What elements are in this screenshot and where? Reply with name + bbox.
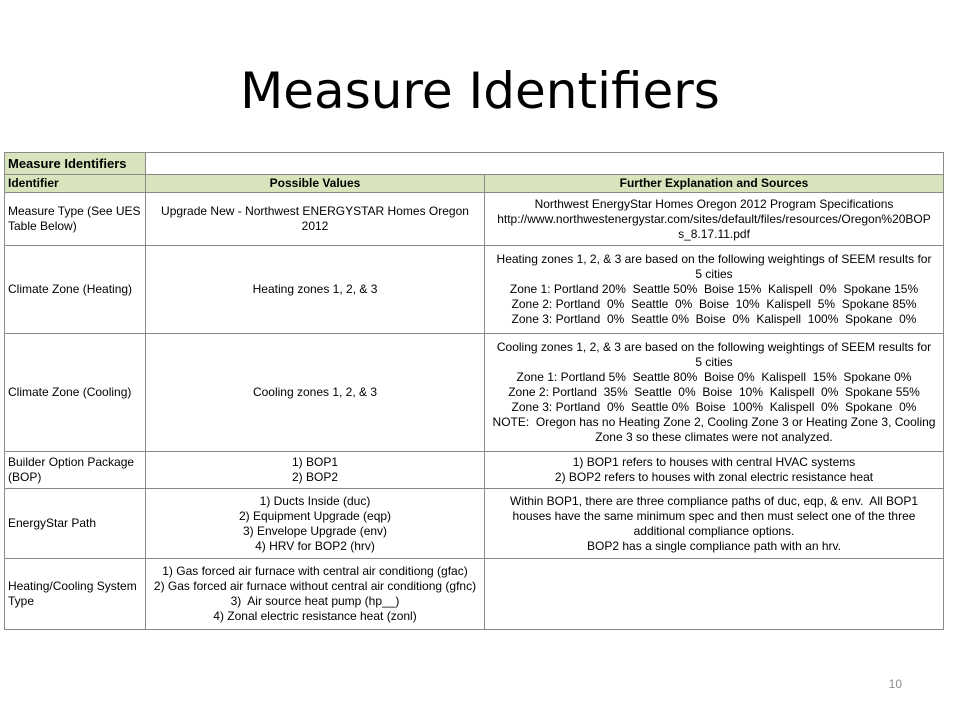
table-row xyxy=(5,489,944,559)
cell-explanation: Cooling zones 1, 2, & 3 are based on the following weightings of SEEM results for 5 cities Zone 1: Portland 5% Seattle 80% Boise 0% Kalispell 15% Spokane 0% Zone 2: Portland 35% Seattle 0% Boise 10% Kalispell 0% Spokane 55% Zone 3: Portland 0% Seattle 0% Boise 100% Kalispell 0% Spokane 0% NOTE: Oregon has no Heating Zone 2, Cooling Zone 3 or Heating Zone 3, Cooling Zone 3 so these climates were not analyzed. xyxy=(485,334,944,452)
cell-identifier: Builder Option Package (BOP) xyxy=(5,452,146,489)
cell-explanation xyxy=(485,559,944,630)
cell-possible-values: 1) BOP1 2) BOP2 xyxy=(146,452,485,489)
table-row xyxy=(5,246,944,334)
page-number: 10 xyxy=(888,677,902,691)
cell-identifier: Climate Zone (Heating) xyxy=(5,246,146,334)
table-row xyxy=(5,452,944,489)
cell-identifier: Heating/Cooling System Type xyxy=(5,559,146,630)
cell-possible-values: Heating zones 1, 2, & 3 xyxy=(146,246,485,334)
header-further-explanation: Further Explanation and Sources xyxy=(485,175,944,193)
table-header-row xyxy=(5,175,944,193)
cell-identifier: Climate Zone (Cooling) xyxy=(5,334,146,452)
cell-possible-values: 1) Gas forced air furnace with central air conditiong (gfac) 2) Gas forced air furnace without central air conditiong (gfnc) 3) Air source heat pump (hp__) 4) Zonal electric resistance heat (zonl) xyxy=(146,559,485,630)
cell-possible-values: Upgrade New - Northwest ENERGYSTAR Homes Oregon 2012 xyxy=(146,193,485,246)
table-row xyxy=(5,334,944,452)
cell-identifier: EnergyStar Path xyxy=(5,489,146,559)
cell-possible-values: Cooling zones 1, 2, & 3 xyxy=(146,334,485,452)
cell-explanation: Within BOP1, there are three compliance paths of duc, eqp, & env. All BOP1 houses have the same minimum spec and then must select one of the three additional compliance options. BOP2 has a single compliance path with an hrv. xyxy=(485,489,944,559)
header-identifier: Identifier xyxy=(5,175,146,193)
header-possible-values: Possible Values xyxy=(146,175,485,193)
table-row xyxy=(5,193,944,246)
cell-possible-values: 1) Ducts Inside (duc) 2) Equipment Upgrade (eqp) 3) Envelope Upgrade (env) 4) HRV for BOP2 (hrv) xyxy=(146,489,485,559)
cell-identifier: Measure Type (See UES Table Below) xyxy=(5,193,146,246)
cell-explanation: Northwest EnergyStar Homes Oregon 2012 Program Specifications http://www.northwestenergystar.com/sites/default/files/resources/Oregon%20BOP s_8.17.11.pdf xyxy=(485,193,944,246)
table-row xyxy=(5,559,944,630)
table-caption: Measure Identifiers xyxy=(5,153,146,175)
slide-title: Measure Identifiers xyxy=(240,62,720,120)
measure-identifiers-table xyxy=(4,152,944,630)
cell-explanation: Heating zones 1, 2, & 3 are based on the following weightings of SEEM results for 5 cities Zone 1: Portland 20% Seattle 50% Boise 15% Kalispell 0% Spokane 15% Zone 2: Portland 0% Seattle 0% Boise 10% Kalispell 5% Spokane 85% Zone 3: Portland 0% Seattle 0% Boise 0% Kalispell 100% Spokane 0% xyxy=(485,246,944,334)
cell-explanation: 1) BOP1 refers to houses with central HVAC systems 2) BOP2 refers to houses with zonal electric resistance heat xyxy=(485,452,944,489)
